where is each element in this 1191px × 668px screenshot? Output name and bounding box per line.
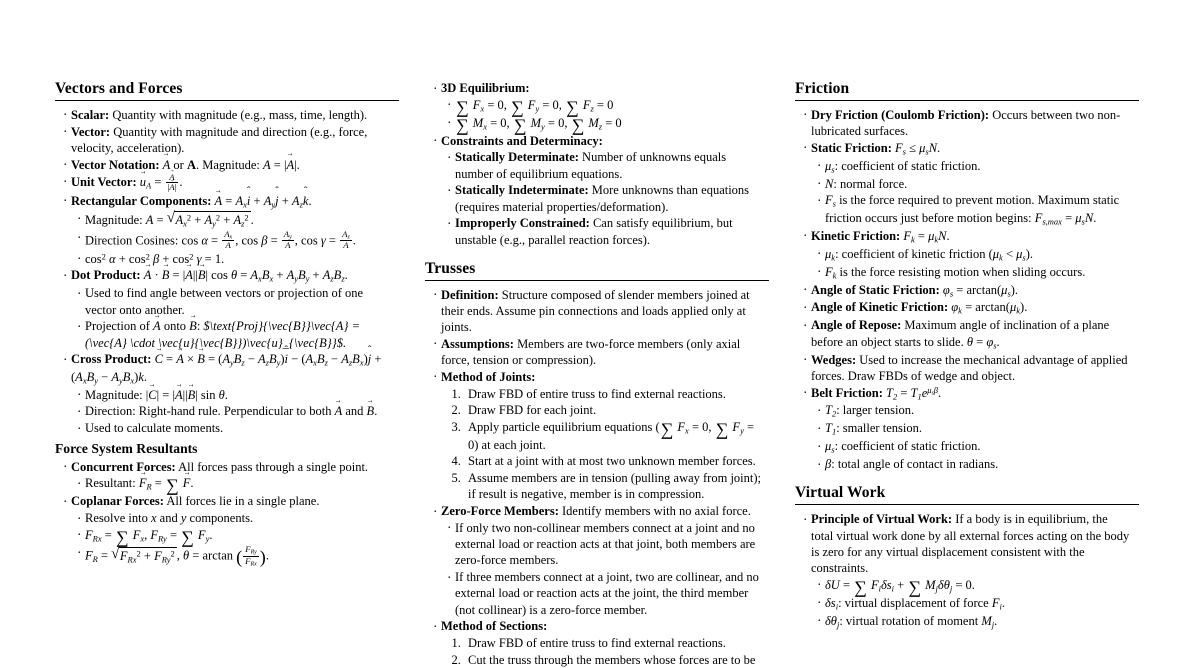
list-item-wedges (803, 352, 1132, 385)
list-item-vector-notation: · Vector Notation: A → or A. Magnitude: A = |A →|. (63, 157, 392, 173)
section-rule (55, 100, 399, 101)
assumptions-label: Assumptions: (441, 336, 514, 351)
column-two (425, 0, 762, 667)
list-item-unit-vector: · Unit Vector: $u \to_A$ = $\frac{A \to}{|A \to|}$ . (63, 173, 392, 192)
definition-text: Structure composed of slender members joined at their ends. Assume pin connections and loads applied only at joints. (441, 287, 750, 335)
joints-step-3-post: ) at each joint. (474, 437, 546, 452)
mu-s-text: : coefficient of static friction. (834, 158, 981, 173)
list-item-fk-description: · $F_k$ is the force resisting motion when sliding occurs. (817, 264, 1132, 281)
section-heading-friction: Friction (795, 80, 850, 97)
list-item-belt-friction: · Belt Friction: $T_2 = T_1e^{\mu_s\beta}$. (803, 385, 1132, 402)
list-item-dot-use: · Used to find angle between vectors or projection of one vector onto another. (77, 285, 392, 318)
list-item-mu-s: · $\mu_s$: coefficient of static friction. (817, 158, 1132, 175)
list-item-statically-determinate (447, 149, 762, 182)
improperly-constrained-text: Can satisfy equilibrium, but unstable (e.g., parallel reaction forces). (455, 216, 733, 247)
list-item-mu-s-belt: · $\mu_s$: coefficient of static friction. (817, 438, 1132, 455)
vector-notation-label: Vector Notation: (71, 157, 160, 172)
vectors-and-forces-list (55, 107, 392, 437)
friction-list (795, 107, 1132, 473)
zero-force-members-label: Zero-Force Members: (441, 504, 559, 519)
resolve-text-1: Resolve into (85, 511, 148, 526)
list-item-statically-indeterminate (447, 182, 762, 215)
list-item-cross-direction: · Direction: Right-hand rule. Perpendicular to both A → and B →. (77, 403, 392, 419)
scalar-text: Quantity with magnitude (e.g., mass, time, length). (112, 107, 368, 122)
resolve-text-3: components. (189, 511, 254, 526)
list-item-virtual-work-equation: · δU = ∑ $F_i\delta s_i$ + ∑ $M_j\delta\theta_j = 0$. (817, 577, 1132, 594)
list-item-3d-equilibrium (433, 80, 762, 96)
principle-of-virtual-work-text: If a body is in equilibrium, the total virtual work done by all external forces acting on the body is zero for any virtual displacement consistent with the constraints. (811, 512, 1130, 576)
mu-s-belt-text: : coefficient of static friction. (834, 439, 981, 454)
sections-step-1: 1. Draw FBD of entire truss to find external reactions. (464, 635, 762, 651)
joints-step-3-pre: Apply particle equilibrium equations ( (468, 420, 660, 435)
angle-kinetic-friction-label: Angle of Kinetic Friction: (811, 300, 949, 315)
constraints-determinacy-sublist (433, 149, 762, 248)
list-item-coplanar-forces (63, 493, 392, 509)
section-rule-trusses (425, 280, 769, 281)
wedges-label: Wedges: (811, 352, 857, 367)
angle-of-repose-label: Angle of Repose: (811, 318, 902, 333)
trusses-list (425, 287, 762, 668)
list-item-dry-friction (803, 107, 1132, 140)
list-item-assumptions (433, 336, 762, 369)
list-item-scalar (63, 107, 392, 123)
method-of-joints-label: Method of Joints: (441, 369, 536, 384)
projection-label: Projection of (85, 319, 150, 334)
principle-of-virtual-work-label: Principle of Virtual Work: (811, 512, 953, 527)
scalar-label: Scalar: (71, 107, 110, 122)
fk-text: is the force resisting motion when sliding occurs. (839, 264, 1086, 279)
section-heading-vectors-and-forces: Vectors and Forces (55, 80, 183, 97)
wedges-text: Used to increase the mechanical advantage of applied forces. Draw FBDs of wedge and object. (811, 352, 1128, 383)
list-item-dot-product: · Dot Product: A → · B → = |A →||B →| $\cos \theta = A_xB_x + A_yB_y + A_zB_z$. (63, 267, 392, 284)
rectangular-components-label: Rectangular Components: (71, 193, 212, 208)
column-three (795, 0, 1132, 629)
list-item-resultant: · Resultant: $F \to_R$ = ∑ F →. (77, 475, 392, 492)
3d-equilibrium-label: 3D Equilibrium: (441, 81, 530, 95)
resolve-text-2: and (159, 511, 178, 526)
section-rule-virtual-work (795, 504, 1139, 505)
concurrent-forces-label: Concurrent Forces: (71, 459, 176, 474)
list-item-angle-static-friction: · Angle of Static Friction: $\varphi_s = \arctan(\mu_s)$. (803, 282, 1132, 299)
vector-notation-text-1: or (173, 157, 184, 172)
list-item-method-of-sections (433, 618, 762, 634)
math-u-hat: u → (140, 174, 146, 190)
list-item-t2: · $T_2$: larger tension. (817, 402, 1132, 419)
column-one (55, 0, 392, 626)
angle-of-repose-text: Maximum angle of inclination of a plane before an object starts to slide. (811, 318, 1110, 349)
static-friction-sublist (803, 158, 1132, 228)
list-item-improperly-constrained (447, 215, 762, 248)
mu-k-text: : coefficient of kinetic friction ( (835, 246, 993, 261)
force-system-resultants-list (55, 459, 392, 568)
projection-raw-latex: $\text{Proj}{\vec{B}}\vec{A} = (\vec{A} \cdot \vec{u}{\vec{B}})\vec{u}_{\vec{B}}$. (85, 319, 361, 350)
cross-direction-label: Direction: Right-hand rule. Perpendicular to both (85, 404, 332, 419)
statically-indeterminate-label: Statically Indeterminate: (455, 183, 589, 198)
list-item-resultant-components: · $F_{Rx}$ = ∑ $F_x$, $F_{Ry}$ = ∑ $F_y$. (77, 527, 392, 544)
virtual-work-sublist (803, 577, 1132, 630)
mu-k-text-close: ). (1025, 246, 1034, 261)
improperly-constrained-label: Improperly Constrained: (455, 216, 590, 231)
list-item-t1: · $T_1$: smaller tension. (817, 420, 1132, 437)
method-of-sections-steps (433, 635, 762, 668)
belt-friction-label: Belt Friction: (811, 385, 883, 400)
statically-indeterminate-text: More unknowns than equations (requires material properties/deformation). (455, 183, 750, 214)
3d-equilibrium-sublist (433, 96, 762, 135)
list-item-magnitude: · Magnitude: A = √ $A_x^2 + A_y^2 + A_z^2$ . (77, 211, 392, 229)
list-item-angle-kinetic-friction: · Angle of Kinetic Friction: $\varphi_k = \arctan(\mu_k)$. (803, 299, 1132, 316)
t2-text: : larger tension. (836, 403, 915, 418)
joints-step-4: 4. Start at a joint with at most two unknown member forces. (464, 453, 762, 469)
section-heading-virtual-work: Virtual Work (795, 484, 886, 502)
math-vec-A: A → (163, 157, 171, 173)
cross-magnitude-label: Magnitude: (85, 387, 143, 402)
dot-product-label: Dot Product: (71, 268, 141, 283)
belt-friction-sublist (803, 402, 1132, 472)
joints-step-3: 3. Apply particle equilibrium equations (∑ $F_x = 0$, ∑ $F_y = 0$) at each joint. (464, 419, 762, 453)
beta-text: : total angle of contact in radians. (831, 457, 999, 472)
vector-label: Vector: (71, 124, 111, 139)
zero-force-members-text: Identify members with no axial force. (562, 504, 751, 519)
section-heading-trusses: Trusses (425, 259, 476, 277)
definition-label: Definition: (441, 287, 499, 302)
statically-determinate-text: Number of unknowns equals number of equilibrium equations. (455, 150, 727, 181)
list-item-moment-equations: · ∑ $M_x = 0$, ∑ $M_y = 0$, ∑ $M_z = 0$ (447, 115, 762, 132)
section-rule-friction (795, 100, 1139, 101)
magnitude-label: Magnitude: (85, 212, 143, 227)
sections-step-2: 2. Cut the truss through the members whose forces are to be (464, 652, 762, 668)
list-item-direction-cosines: · Direction Cosines: cos α = $\frac{A_x}{A}$ , cos β = $\frac{A_y}{A}$ , cos γ = $\frac{A_z}{A}$ . (77, 230, 392, 251)
coplanar-forces-text: All forces lie in a single plane. (166, 494, 320, 509)
list-item-method-of-joints (433, 369, 762, 385)
dry-friction-text: Occurs between two non-lubricated surfaces. (811, 107, 1121, 139)
list-item-mu-k: · $\mu_k$: coefficient of kinetic friction $(\mu_k < \mu_s)$. (817, 246, 1132, 263)
unit-vector-label: Unit Vector: (71, 175, 137, 190)
vector-notation-text-2: . Magnitude: (196, 157, 260, 172)
zero-force-members-sublist (433, 520, 762, 618)
list-item-zero-force-members (433, 503, 762, 519)
list-item-vector (63, 124, 392, 157)
delta-theta-text: : virtual rotation of moment (839, 613, 979, 628)
list-item-concurrent-forces (63, 459, 392, 475)
dry-friction-label: Dry Friction (Coulomb Friction): (811, 107, 990, 122)
joints-step-2: 2. Draw FBD for each joint. (464, 402, 762, 418)
coplanar-forces-sublist (63, 510, 392, 567)
delta-s-text: : virtual displacement of force (838, 595, 989, 610)
math-fraction-A-over-absA: $\frac{A \to}{|A \to|}$ (166, 173, 179, 192)
list-item-kinetic-friction: · Kinetic Friction: $F_k = \mu_kN$. (803, 228, 1132, 245)
projection-onto: onto (163, 319, 187, 334)
vector-text: Quantity with magnitude and direction (e.g., force, velocity, acceleration). (71, 124, 368, 155)
list-item-force-equations: · ∑ $F_x = 0$, ∑ $F_y = 0$, ∑ $F_z = 0$ (447, 97, 762, 114)
equilibrium-list (425, 80, 762, 248)
statically-determinate-label: Statically Determinate: (455, 150, 579, 165)
list-item-beta: · β: total angle of contact in radians. (817, 456, 1132, 472)
subsection-heading-force-system-resultants: Force System Resultants (55, 441, 198, 457)
list-item-resolve-components: · Resolve into x and y components. (77, 510, 392, 526)
list-item-constraints-determinacy (433, 133, 762, 149)
list-item-angle-of-repose: · Angle of Repose: Maximum angle of inclination of a plane before an object starts to slide. $\theta = \varphi_s$. (803, 317, 1132, 351)
dot-product-sublist (63, 285, 392, 351)
list-item-cosine-identity: · $\cos^2 \alpha + \cos^2 \beta + \cos^2 \gamma = 1$. (77, 251, 392, 267)
cross-product-sublist (63, 387, 392, 437)
list-item-normal-force: · N: normal force. (817, 176, 1132, 192)
assumptions-text: Members are two-force members (only axial force, tension or compression). (441, 336, 741, 368)
normal-force-text: : normal force. (833, 176, 908, 191)
method-of-joints-steps (433, 386, 762, 503)
list-item-rectangular-components: · Rectangular Components: A → = $A_xi$ ˆ + $A_yj$ ˆ + $A_zk$ ˆ. (63, 193, 392, 210)
cross-direction-and: and (345, 404, 364, 419)
fs-text: is the force required to prevent motion. Maximum static friction occurs just before motion begins: (825, 193, 1120, 225)
concurrent-forces-sublist (63, 475, 392, 496)
list-item-static-friction: · Static Friction: $F_s \le \mu_sN$. (803, 140, 1132, 157)
list-item-cross-product: · Cross Product: C → = A → × B → = $(A_yB_z - A_zB_y)i$ ˆ − $(A_xB_z - A_zB_x)j$ ˆ + $(A_xB_y - A_yB_x)k$ ˆ. (63, 351, 392, 386)
method-of-sections-label: Method of Sections: (441, 619, 548, 634)
list-item-projection: · Projection of A → onto B →: $\text{Proj}{\vec{B}}\vec{A} = (\vec{A} \cdot \vec{u}{\vec{B}})\vec{u}_{\vec{B}}$. (77, 318, 392, 351)
list-item-cross-magnitude: · Magnitude: |C →| = |A →||B →| sin θ. (77, 387, 392, 403)
list-item-fs-description: · $F_s$ is the force required to prevent motion. Maximum static friction occurs just before motion begins: $F_{s,max} = \mu_sN$. (817, 192, 1132, 227)
static-friction-label: Static Friction: (811, 140, 892, 155)
joints-step-5: 5. Assume members are in tension (pulling away from joint); if result is negative, member is in compression. (464, 470, 762, 503)
math-magnitude-A: A (263, 157, 271, 172)
kinetic-friction-sublist (803, 246, 1132, 281)
math-sqrt-magnitude: √ $A_x^2 + A_y^2 + A_z^2$ (167, 211, 251, 229)
kinetic-friction-label: Kinetic Friction: (811, 228, 901, 243)
zero-force-rule-1: · If only two non-collinear members connect at a joint and no external load or reaction acts at that joint, both members are zero-force members. (447, 520, 762, 569)
constraints-determinacy-label: Constraints and Determinacy: (441, 133, 603, 148)
list-item-cross-moments: · Used to calculate moments. (77, 420, 392, 436)
list-item-principle-of-virtual-work (803, 511, 1132, 576)
concurrent-forces-text: All forces pass through a single point. (178, 459, 369, 474)
rectangular-components-sublist (63, 211, 392, 267)
joints-step-1: 1. Draw FBD of entire truss to find external reactions. (464, 386, 762, 402)
cross-product-label: Cross Product: (71, 352, 152, 367)
direction-cosines-label: Direction Cosines: (85, 233, 179, 248)
list-item-resultant-magnitude-angle: · $F_R$ = √ $F_{Rx}^2 + F_{Ry}^2$ , θ = arctan ( $\frac{F_{Ry}}{F_{Rx}}$ ). (77, 545, 392, 567)
t1-text: : smaller tension. (836, 421, 922, 436)
angle-static-friction-label: Angle of Static Friction: (811, 282, 940, 297)
list-item-definition (433, 287, 762, 336)
coplanar-forces-label: Coplanar Forces: (71, 494, 164, 509)
list-item-delta-s: · $\delta s_i$: virtual displacement of force $F_i$. (817, 595, 1132, 612)
list-item-delta-theta: · $\delta\theta_j$: virtual rotation of moment $M_j$. (817, 613, 1132, 630)
zero-force-rule-2: · If three members connect at a joint, two are collinear, and no external load or reaction acts at the joint, the third member (not collinear) is a zero-force member. (447, 569, 762, 618)
virtual-work-list (795, 511, 1132, 630)
resultant-label: Resultant: (85, 476, 136, 491)
math-bold-A: A (186, 157, 196, 172)
